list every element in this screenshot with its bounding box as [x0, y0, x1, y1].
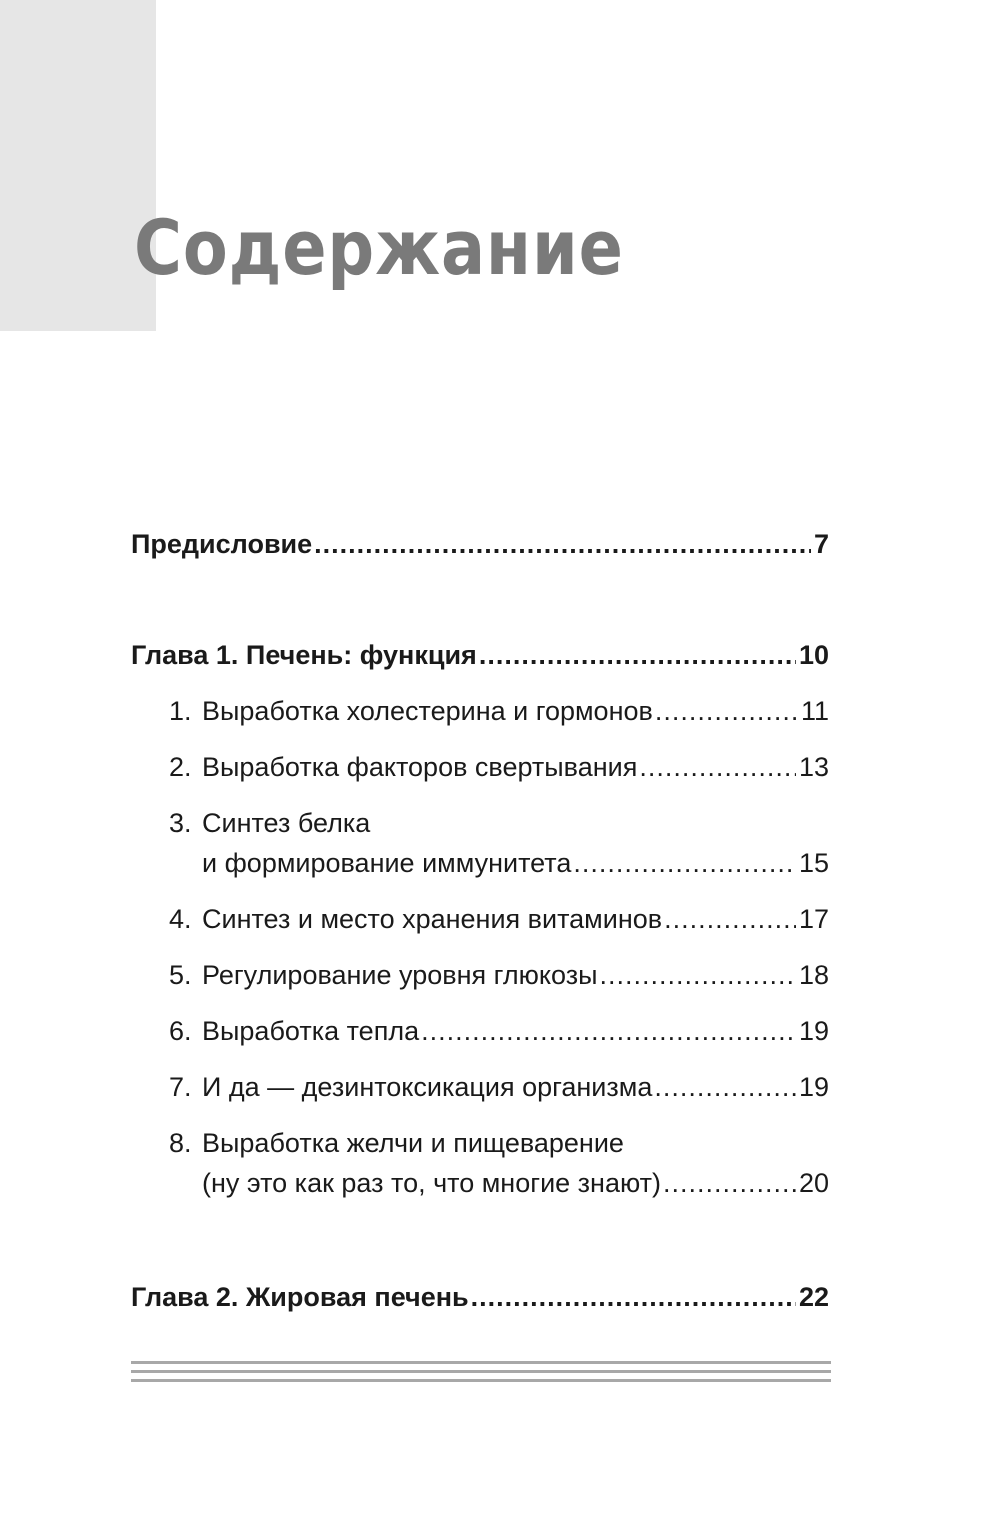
toc-section-number: 5. — [169, 960, 192, 990]
toc-entry-section-6[interactable] — [169, 1011, 829, 1051]
toc-section-number: 6. — [169, 1016, 192, 1046]
toc-page-number: 13 — [798, 752, 829, 782]
leader-dots — [664, 899, 796, 939]
toc-entry-label: Выработка факторов свертывания — [202, 752, 638, 782]
toc-section-number: 4. — [169, 904, 192, 934]
toc-page-number: 11 — [800, 696, 829, 726]
toc-page-number: 20 — [798, 1168, 829, 1198]
leader-dots — [654, 1067, 796, 1107]
toc-entry-section-3-line-1[interactable] — [169, 803, 370, 843]
toc-page-number: 7 — [813, 529, 829, 559]
footer-rule — [131, 1361, 831, 1364]
page-title: Содержание — [134, 203, 624, 292]
toc-entry-label: Регулирование уровня глюкозы — [202, 960, 598, 990]
toc-section-number: 3. — [169, 808, 192, 838]
toc-page-number: 15 — [798, 848, 829, 878]
toc-entry-section-3[interactable] — [202, 843, 829, 883]
toc-entry-section-8-line-1[interactable] — [169, 1123, 624, 1163]
toc-entry-chapter-1[interactable] — [131, 635, 829, 675]
toc-entry-chapter-2[interactable] — [131, 1277, 829, 1317]
toc-section-number: 2. — [169, 752, 192, 782]
toc-entry-label: Выработка тепла — [202, 1016, 420, 1046]
toc-page-number: 19 — [798, 1016, 829, 1046]
toc-entry-label: Предисловие — [131, 529, 313, 559]
toc-entry-label: Синтез белка — [202, 808, 371, 838]
toc-entry-label: И да — дезинтоксикация организма — [202, 1072, 653, 1102]
toc-page-number: 19 — [798, 1072, 829, 1102]
table-of-contents — [131, 0, 829, 1539]
leader-dots — [573, 843, 796, 883]
leader-dots — [663, 1163, 796, 1203]
leader-dots — [421, 1011, 796, 1051]
toc-entry-section-8[interactable] — [202, 1163, 829, 1203]
toc-entry-section-7[interactable] — [169, 1067, 829, 1107]
toc-entry-label: Выработка желчи и пищеварение — [202, 1128, 624, 1158]
toc-section-number: 1. — [169, 696, 192, 726]
leader-dots — [600, 955, 796, 995]
toc-entry-label-continued: (ну это как раз то, что многие знают) — [202, 1168, 661, 1198]
toc-entry-label: Глава 2. Жировая печень — [131, 1282, 469, 1312]
leader-dots — [655, 691, 798, 731]
leader-dots — [479, 635, 796, 675]
leader-dots — [314, 524, 811, 564]
toc-page-number: 10 — [798, 640, 829, 670]
toc-page-number: 18 — [798, 960, 829, 990]
leader-dots — [471, 1277, 796, 1317]
toc-page-number: 17 — [798, 904, 829, 934]
toc-page-number: 22 — [798, 1282, 829, 1312]
leader-dots — [639, 747, 796, 787]
toc-entry-label: Выработка холестерина и гормонов — [202, 696, 653, 726]
toc-entry-label-continued: и формирование иммунитета — [202, 848, 572, 878]
toc-entry-section-2[interactable] — [169, 747, 829, 787]
toc-section-number: 8. — [169, 1128, 192, 1158]
footer-rule — [131, 1370, 831, 1373]
toc-entry-label: Синтез и место хранения витаминов — [202, 904, 663, 934]
toc-entry-section-5[interactable] — [169, 955, 829, 995]
footer-rule — [131, 1379, 831, 1382]
toc-entry-preface[interactable] — [131, 524, 829, 564]
toc-section-number: 7. — [169, 1072, 192, 1102]
toc-entry-section-1[interactable] — [169, 691, 829, 731]
toc-entry-section-4[interactable] — [169, 899, 829, 939]
toc-entry-label: Глава 1. Печень: функция — [131, 640, 477, 670]
